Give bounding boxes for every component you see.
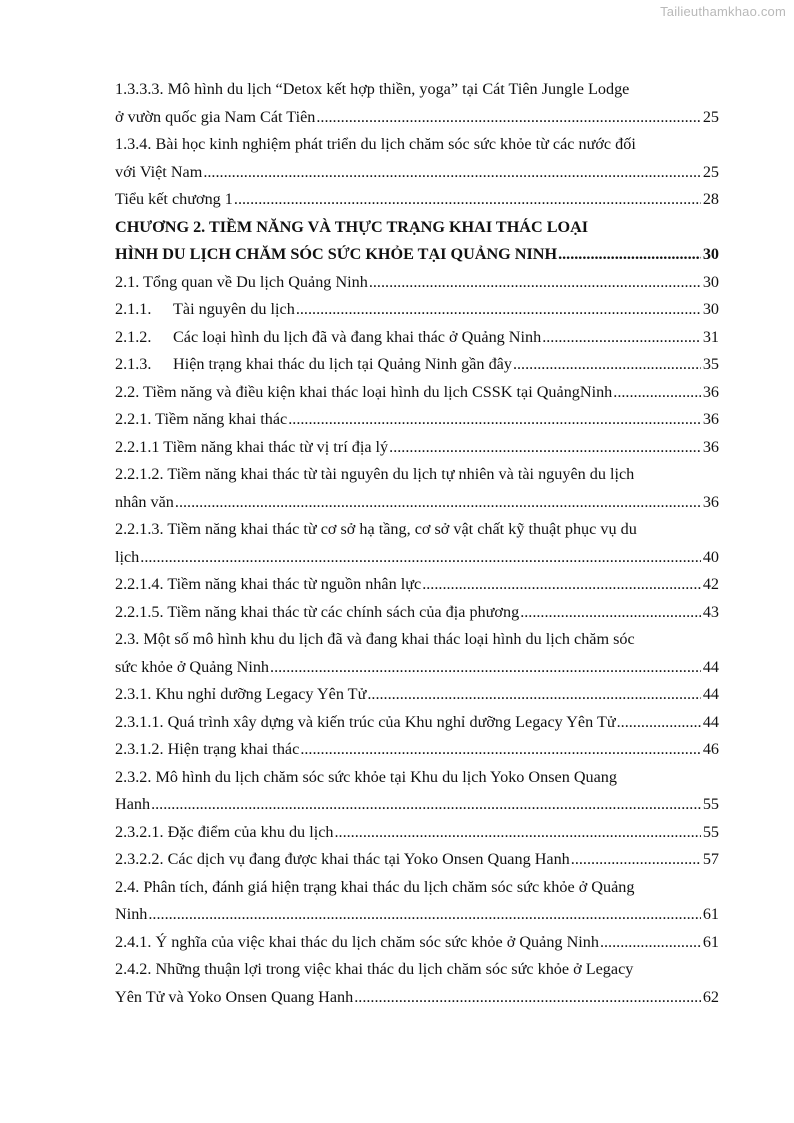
toc-entry-title: Ninh (115, 905, 148, 923)
toc-entry-line (115, 709, 719, 737)
toc-entry-line (115, 241, 719, 269)
toc-page-number: 44 (702, 712, 719, 731)
toc-entry-line (115, 599, 719, 627)
toc-entry[interactable] (115, 76, 719, 131)
toc-entry-line (115, 214, 719, 242)
toc-entry[interactable] (115, 599, 719, 627)
toc-entry-title: 2.3.1. Khu nghỉ dưỡng Legacy Yên Tử (115, 685, 367, 703)
toc-entry-title: 2.4.1. Ý nghĩa của việc khai thác du lịch chăm sóc sức khỏe ở Quảng Ninh (115, 932, 599, 951)
toc-entry-line (115, 296, 719, 324)
toc-page-number: 30 (702, 272, 719, 291)
toc-entry-title: 1.3.4. Bài học kinh nghiệm phát triển du lịch chăm sóc sức khỏe từ các nước đối (115, 135, 636, 153)
toc-entry-line (115, 901, 719, 929)
toc-entry-line (115, 984, 719, 1012)
toc-entry[interactable] (115, 819, 719, 847)
toc-leader-dots (369, 269, 701, 297)
toc-entry[interactable] (115, 131, 719, 186)
toc-entry-title: HÌNH DU LỊCH CHĂM SÓC SỨC KHỎE TẠI QUẢNG NINH (115, 245, 558, 263)
toc-entry[interactable] (115, 764, 719, 819)
toc-leader-dots (542, 324, 701, 352)
toc-leader-dots (354, 984, 701, 1012)
toc-entry[interactable] (115, 351, 719, 379)
toc-entry[interactable] (115, 626, 719, 681)
toc-leader-dots (296, 296, 701, 324)
toc-page-number: 43 (702, 602, 719, 621)
toc-entry-line (115, 819, 719, 847)
toc-entry-line (115, 351, 719, 379)
toc-entry-title: Hanh (115, 795, 151, 813)
toc-leader-dots (334, 819, 700, 847)
toc-page-number: 31 (702, 327, 719, 346)
toc-entry-title: CHƯƠNG 2. TIỀM NĂNG VÀ THỰC TRẠNG KHAI THÁC LOẠI (115, 217, 589, 236)
toc-entry-title: ở vườn quốc gia Nam Cát Tiên (115, 107, 316, 126)
toc-entry[interactable] (115, 406, 719, 434)
toc-leader-dots (367, 681, 700, 709)
toc-entry-line (115, 956, 719, 984)
toc-page-number: 35 (702, 355, 719, 373)
toc-page-number: 28 (702, 190, 719, 208)
toc-entry-line (115, 791, 719, 819)
toc-leader-dots (613, 379, 701, 407)
toc-entry-line (115, 681, 719, 709)
toc-leader-dots (151, 791, 701, 819)
table-of-contents (115, 76, 719, 1011)
toc-leader-dots (600, 929, 701, 957)
toc-leader-dots (140, 544, 701, 572)
toc-entry-title: 2.2.1.2. Tiềm năng khai thác từ tài nguyên du lịch tự nhiên và tài nguyên du lịch (115, 465, 635, 483)
toc-entry-title: lịch (115, 547, 140, 566)
toc-entry-title: 2.3.2.2. Các dịch vụ đang được khai thác tại Yoko Onsen Quang Hanh (115, 850, 570, 868)
toc-entry-line (115, 379, 719, 407)
toc-entry-number: 2.1.1. (115, 300, 152, 318)
watermark-text: Tailieuthamkhao.com (660, 4, 786, 19)
toc-page-number: 42 (702, 575, 719, 593)
toc-entry-title: 2.2.1.5. Tiềm năng khai thác từ các chính sách của địa phương (115, 602, 520, 621)
toc-entry-line (115, 434, 719, 462)
toc-leader-dots (558, 241, 701, 269)
toc-entry-title: 2.3.1.1. Quá trình xây dựng và kiến trúc của Khu nghỉ dưỡng Legacy Yên Tử (115, 712, 616, 731)
toc-entry-line (115, 874, 719, 902)
toc-entry-line (115, 654, 719, 682)
toc-page-number: 40 (702, 547, 719, 566)
toc-entry-line (115, 516, 719, 544)
toc-entry[interactable] (115, 214, 719, 269)
toc-entry-title: 2.2.1.3. Tiềm năng khai thác từ cơ sở hạ tầng, cơ sở vật chất kỹ thuật phục vụ du (115, 520, 637, 538)
toc-entry-line (115, 626, 719, 654)
toc-entry[interactable] (115, 846, 719, 874)
toc-entry-number: 2.1.3. (115, 355, 152, 373)
toc-entry-line (115, 461, 719, 489)
toc-leader-dots (571, 846, 701, 874)
toc-entry-line (115, 571, 719, 599)
toc-leader-dots (175, 489, 701, 517)
toc-entry-line (115, 544, 719, 572)
toc-entry-line (115, 186, 719, 214)
toc-page-number: 36 (702, 437, 719, 456)
toc-entry[interactable] (115, 434, 719, 462)
toc-entry-title: 2.3. Một số mô hình khu du lịch đã và đang khai thác loại hình du lịch chăm sóc (115, 630, 635, 648)
toc-entry-title: 2.2.1.1 Tiềm năng khai thác từ vị trí địa lý (115, 437, 389, 456)
toc-entry-title: 2.3.2. Mô hình du lịch chăm sóc sức khỏe tại Khu du lịch Yoko Onsen Quang (115, 767, 617, 786)
toc-leader-dots (234, 186, 701, 214)
toc-entry[interactable] (115, 379, 719, 407)
toc-entry-title: 1.3.3.3. Mô hình du lịch “Detox kết hợp thiền, yoga” tại Cát Tiên Jungle Lodge (115, 80, 630, 98)
toc-entry[interactable] (115, 681, 719, 709)
toc-leader-dots (148, 901, 700, 929)
toc-entry-line (115, 159, 719, 187)
toc-entry-line (115, 324, 719, 352)
toc-entry-title: nhân văn (115, 492, 174, 511)
toc-page-number: 44 (702, 657, 719, 676)
toc-page-number: 55 (702, 795, 719, 813)
toc-entry-line (115, 846, 719, 874)
toc-entry[interactable] (115, 461, 719, 516)
toc-entry-title: sức khỏe ở Quảng Ninh (115, 657, 270, 676)
toc-entry-title: 2.2.1. Tiềm năng khai thác (115, 410, 288, 428)
toc-entry-number: 2.1.2. (115, 327, 152, 346)
toc-page-number: 36 (702, 382, 719, 401)
toc-entry[interactable] (115, 929, 719, 957)
toc-entry[interactable] (115, 736, 719, 764)
toc-entry[interactable] (115, 571, 719, 599)
toc-leader-dots (316, 104, 700, 132)
toc-entry-line (115, 736, 719, 764)
toc-entry-title: 2.3.1.2. Hiện trạng khai thác (115, 740, 300, 758)
toc-entry-line (115, 104, 719, 132)
toc-leader-dots (300, 736, 701, 764)
toc-entry-title: Các loại hình du lịch đã và đang khai thác ở Quảng Ninh (173, 327, 542, 346)
toc-leader-dots (389, 434, 701, 462)
toc-leader-dots (422, 571, 701, 599)
toc-page-number: 57 (702, 850, 719, 868)
toc-entry-title: với Việt Nam (115, 162, 203, 181)
toc-page-number: 30 (702, 300, 719, 318)
toc-entry-line (115, 131, 719, 159)
toc-page-number: 61 (702, 905, 719, 923)
toc-entry-line (115, 489, 719, 517)
toc-entry-title: Hiện trạng khai thác du lịch tại Quảng Ninh gần đây (173, 355, 512, 373)
toc-entry-line (115, 929, 719, 957)
toc-entry[interactable] (115, 186, 719, 214)
toc-page-number: 46 (702, 740, 719, 758)
toc-page-number: 30 (702, 245, 719, 263)
toc-entry-title: 2.4.2. Những thuận lợi trong việc khai thác du lịch chăm sóc sức khỏe ở Legacy (115, 960, 634, 978)
toc-entry-line (115, 76, 719, 104)
toc-page-number: 36 (702, 410, 719, 428)
toc-entry[interactable] (115, 956, 719, 1011)
toc-entry-title: 2.3.2.1. Đặc điểm của khu du lịch (115, 822, 334, 841)
toc-entry[interactable] (115, 269, 719, 297)
toc-entry[interactable] (115, 324, 719, 352)
toc-entry-title: Tài nguyên du lịch (173, 300, 295, 318)
toc-entry-title: 2.2. Tiềm năng và điều kiện khai thác loại hình du lịch CSSK tại QuảngNinh (115, 382, 613, 401)
toc-entry[interactable] (115, 516, 719, 571)
toc-page-number: 55 (702, 822, 719, 841)
toc-entry-line (115, 764, 719, 792)
toc-entry-title: Yên Tử và Yoko Onsen Quang Hanh (115, 987, 354, 1006)
toc-leader-dots (520, 599, 701, 627)
toc-entry-line (115, 406, 719, 434)
toc-entry-title: Tiểu kết chương 1 (115, 190, 233, 208)
toc-entry-title: 2.4. Phân tích, đánh giá hiện trạng khai thác du lịch chăm sóc sức khỏe ở Quảng (115, 877, 635, 896)
toc-entry[interactable] (115, 874, 719, 929)
toc-page-number: 44 (702, 685, 719, 703)
toc-entry-title: 2.1. Tổng quan về Du lịch Quảng Ninh (115, 272, 368, 291)
toc-leader-dots (617, 709, 701, 737)
toc-leader-dots (203, 159, 700, 187)
toc-leader-dots (288, 406, 701, 434)
toc-page-number: 62 (702, 987, 719, 1006)
toc-entry-line (115, 269, 719, 297)
toc-page-number: 61 (702, 932, 719, 951)
toc-page-number: 25 (702, 162, 719, 181)
toc-page-number: 36 (702, 492, 719, 511)
toc-entry[interactable] (115, 709, 719, 737)
toc-entry-title: 2.2.1.4. Tiềm năng khai thác từ nguồn nhân lực (115, 575, 422, 593)
toc-page-number: 25 (702, 107, 719, 126)
toc-leader-dots (270, 654, 701, 682)
toc-entry[interactable] (115, 296, 719, 324)
toc-leader-dots (513, 351, 701, 379)
